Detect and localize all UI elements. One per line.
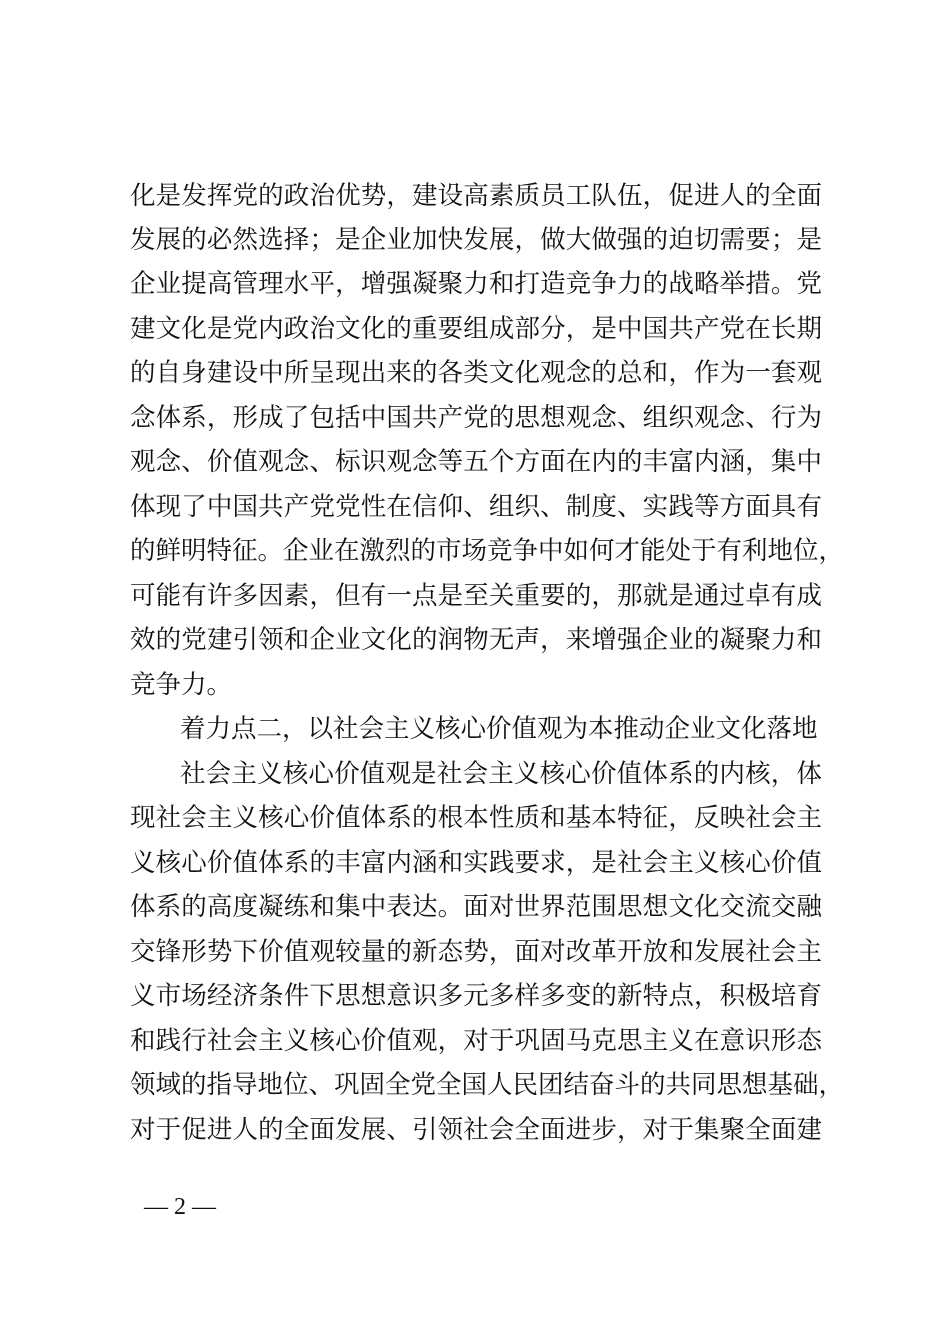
body-text-line: 体系的高度凝练和集中表达。面对世界范围思想文化交流交融 (130, 892, 822, 922)
body-text-line: 义核心价值体系的丰富内涵和实践要求，是社会主义核心价值 (130, 848, 822, 878)
body-text-line: 对于促进人的全面发展、引领社会全面进步，对于集聚全面建 (130, 1115, 822, 1145)
body-text-line: 义市场经济条件下思想意识多元多样多变的新特点，积极培育 (130, 981, 822, 1011)
body-text-line: 体现了中国共产党党性在信仰、组织、制度、实践等方面具有 (130, 492, 822, 522)
body-text-line: 的自身建设中所呈现出来的各类文化观念的总和，作为一套观 (130, 358, 822, 388)
body-text-line: 效的党建引领和企业文化的润物无声，来增强企业的凝聚力和 (130, 625, 822, 655)
body-text-line: 社会主义核心价值观是社会主义核心价值体系的内核，体 (180, 759, 822, 789)
body-text-line: 发展的必然选择；是企业加快发展，做大做强的迫切需要；是 (130, 225, 822, 255)
section-heading: 着力点二，以社会主义核心价值观为本推动企业文化落地 (180, 714, 818, 744)
body-text-line: 和践行社会主义核心价值观，对于巩固马克思主义在意识形态 (130, 1026, 822, 1056)
body-text-line: 企业提高管理水平，增强凝聚力和打造竞争力的战略举措。党 (130, 269, 822, 299)
body-text-line: 建文化是党内政治文化的重要组成部分，是中国共产党在长期 (130, 314, 822, 344)
body-text-line: 竞争力。 (130, 670, 233, 700)
page-number: — 2 — (144, 1194, 216, 1220)
body-text-line: 交锋形势下价值观较量的新态势，面对改革开放和发展社会主 (130, 937, 822, 967)
body-text-line: 可能有许多因素，但有一点是至关重要的，那就是通过卓有成 (130, 581, 822, 611)
body-text-line: 现社会主义核心价值体系的根本性质和基本特征，反映社会主 (130, 803, 822, 833)
body-text-line: 的鲜明特征。企业在激烈的市场竞争中如何才能处于有利地位， (130, 536, 845, 566)
body-text-line: 化是发挥党的政治优势，建设高素质员工队伍，促进人的全面 (130, 181, 822, 211)
body-text-line: 领域的指导地位、巩固全党全国人民团结奋斗的共同思想基础， (130, 1070, 845, 1100)
body-text-line: 观念、价值观念、标识观念等五个方面在内的丰富内涵，集中 (130, 447, 822, 477)
body-text-line: 念体系，形成了包括中国共产党的思想观念、组织观念、行为 (130, 403, 822, 433)
